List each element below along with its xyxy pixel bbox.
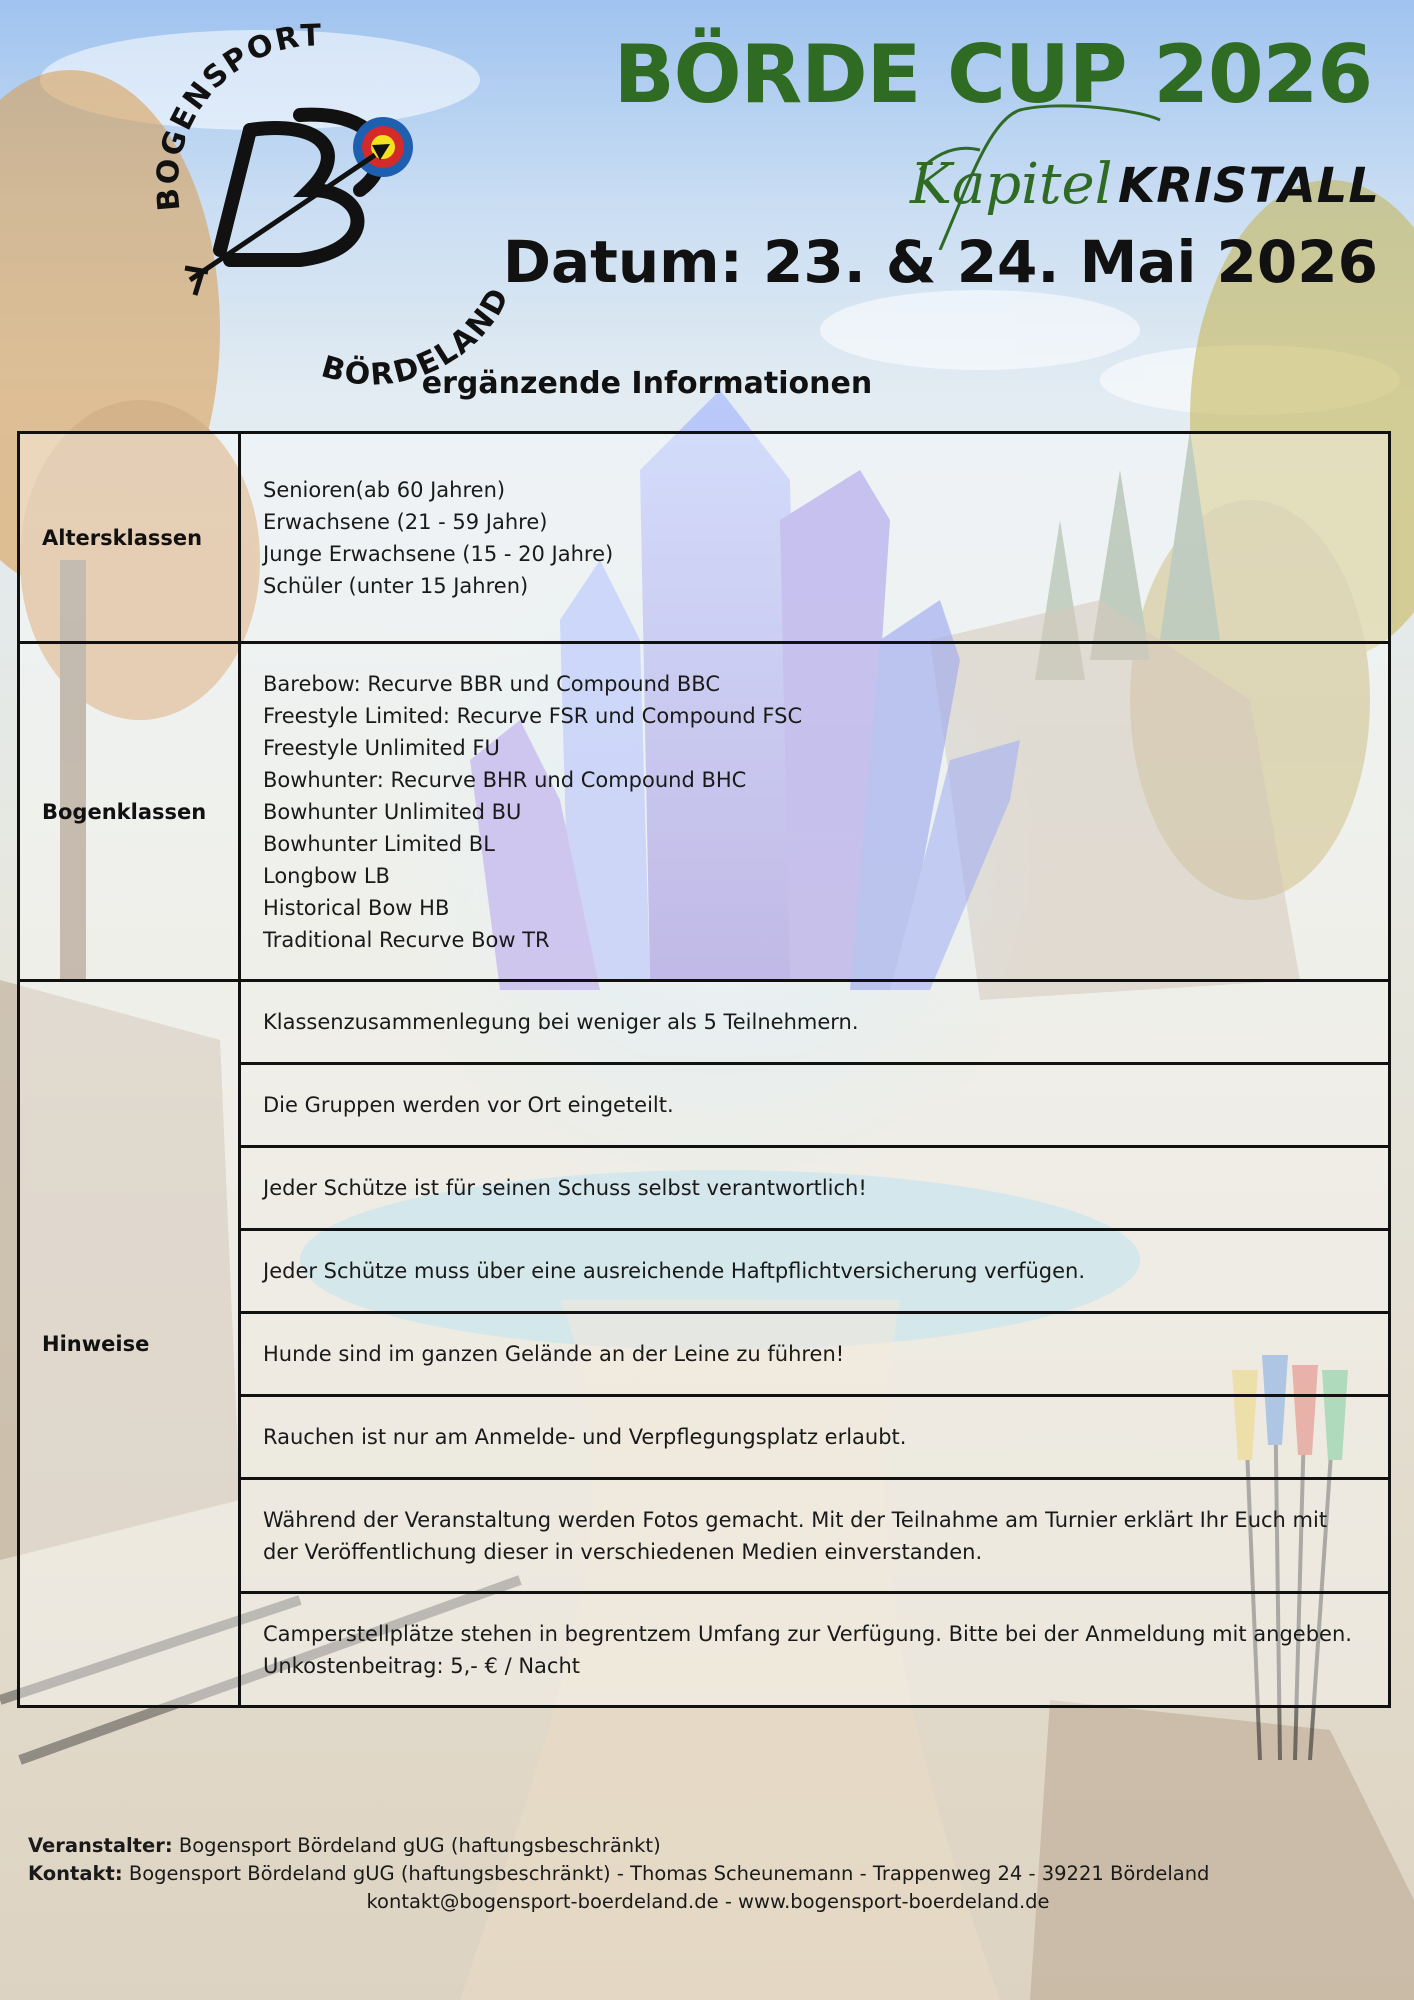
list-item: Longbow LB xyxy=(263,863,390,888)
contact-label: Kontakt: xyxy=(28,1862,123,1885)
subtitle-bold: KRISTALL xyxy=(1118,158,1380,214)
table-row-hinweis xyxy=(19,981,1390,1064)
hinweis-item: Camperstellplätze stehen in begrentzem Umfang zur Verfügung. Bitte bei der Anmeldung mit angeben. Unkostenbeitrag: 5,- € / Nacht xyxy=(240,1593,1390,1707)
info-table xyxy=(17,431,1391,1708)
row-label-hinweise: Hinweise xyxy=(19,981,240,1707)
organizer-value: Bogensport Bördeland gUG (haftungsbeschränkt) xyxy=(178,1834,661,1857)
club-logo xyxy=(140,20,530,390)
logo-bottom-text: BÖRDELAND xyxy=(317,281,518,390)
subtitle-script: Kapitel xyxy=(910,152,1113,217)
list-item: Schüler (unter 15 Jahren) xyxy=(263,573,529,598)
row-label-bogenklassen: Bogenklassen xyxy=(19,643,240,981)
contact-web-line: kontakt@bogensport-boerdeland.de - www.bogensport-boerdeland.de xyxy=(366,1890,1050,1913)
list-item: Senioren(ab 60 Jahren) xyxy=(263,477,506,502)
list-item: Bowhunter Unlimited BU xyxy=(263,799,522,824)
hinweis-item: Jeder Schütze ist für seinen Schuss selbst verantwortlich! xyxy=(240,1147,1390,1230)
hinweis-item: Während der Veranstaltung werden Fotos gemacht. Mit der Teilnahme am Turnier erklärt Ihr Euch mit der Veröffentlichung dieser in verschiedenen Medien einverstanden. xyxy=(240,1479,1390,1593)
logo-top-text: BOGENSPORT xyxy=(150,20,324,213)
table-row-bogenklassen xyxy=(19,643,1390,981)
table-row-altersklassen xyxy=(19,433,1390,643)
organizer-label: Veranstalter: xyxy=(28,1834,173,1857)
contact-value: Bogensport Bördeland gUG (haftungsbeschränkt) - Thomas Scheunemann - Trappenweg 24 - 39221 Bördeland xyxy=(128,1862,1210,1885)
contact-line xyxy=(28,1860,1388,1888)
bogenklassen-list xyxy=(240,643,1390,981)
list-item: Freestyle Limited: Recurve FSR und Compound FSC xyxy=(263,703,803,728)
list-item: Freestyle Unlimited FU xyxy=(263,735,500,760)
altersklassen-list xyxy=(240,433,1390,643)
list-item: Erwachsene (21 - 59 Jahre) xyxy=(263,509,548,534)
hinweis-item: Die Gruppen werden vor Ort eingeteilt. xyxy=(240,1064,1390,1147)
event-title: BÖRDE CUP 2026 xyxy=(613,28,1372,121)
hinweis-item: Jeder Schütze muss über eine ausreichende Haftpflichtversicherung verfügen. xyxy=(240,1230,1390,1313)
hinweis-item: Rauchen ist nur am Anmelde- und Verpflegungsplatz erlaubt. xyxy=(240,1396,1390,1479)
hinweis-item: Hunde sind im ganzen Gelände an der Leine zu führen! xyxy=(240,1313,1390,1396)
organizer-line xyxy=(28,1832,1388,1860)
list-item: Traditional Recurve Bow TR xyxy=(263,927,550,952)
footer xyxy=(28,1832,1388,1916)
list-item: Barebow: Recurve BBR und Compound BBC xyxy=(263,671,720,696)
row-label-altersklassen: Altersklassen xyxy=(19,433,240,643)
section-heading: ergänzende Informationen xyxy=(421,366,873,401)
list-item: Historical Bow HB xyxy=(263,895,450,920)
list-item: Bowhunter: Recurve BHR und Compound BHC xyxy=(263,767,747,792)
hinweis-item: Klassenzusammenlegung bei weniger als 5 Teilnehmern. xyxy=(240,981,1390,1064)
list-item: Junge Erwachsene (15 - 20 Jahre) xyxy=(263,541,614,566)
list-item: Bowhunter Limited BL xyxy=(263,831,495,856)
event-date: Datum: 23. & 24. Mai 2026 xyxy=(502,228,1378,296)
